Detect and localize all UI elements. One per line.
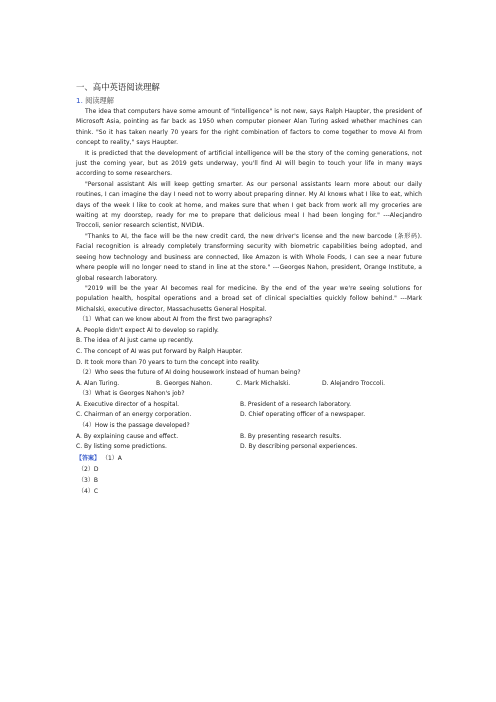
answer-2: （2）D xyxy=(78,465,99,473)
passage-paragraph: It is predicted that the development of artificial intelligence will be the story of the coming generations, not just the coming year, but as 2019 gets underway, you'll find AI will begin to touch your life in many ways according to some researchers. xyxy=(76,149,422,178)
q4-option-a: A. By explaining cause and effect. xyxy=(76,432,179,440)
q3-options-row-2 xyxy=(76,410,422,421)
q4-stem: （4）How is the passage developed? xyxy=(79,422,190,430)
q3-option-b: B. President of a research laboratory. xyxy=(240,400,352,408)
answer-label: 【答案】 xyxy=(76,454,101,462)
q3-option-a: A. Executive director of a hospital. xyxy=(76,400,180,408)
passage-paragraph: "2019 will be the year AI becomes real for medicine. By the end of the year we're seeing solutions for population health, hospital operations and a broad set of clinical specialties quickly follow behind." ---Mark Michalski, executive director, Massachusetts General Hospital. xyxy=(76,284,422,313)
q2-option-b: B. Georges Nahon. xyxy=(156,379,213,387)
q2-option-c: C. Mark Michalski. xyxy=(236,379,291,387)
answer-line xyxy=(76,453,422,464)
q1-option-b: B. The idea of AI just came up recently. xyxy=(76,337,194,345)
question-header xyxy=(76,95,422,106)
answer-4: （4）C xyxy=(78,487,99,495)
answer-1: （1）A xyxy=(101,454,122,462)
question-number: 1. xyxy=(76,96,83,105)
passage-paragraph: "Thanks to AI, the face will be the new credit card, the new driver's license and the new barcode (条形码). Facial recognition is already completely transforming security with biometric capabilities being adopted, and seeing how technology and business are connected, like Amazon is with Whole Foods, I can see a near future where people will no longer need to stand in line at the store." ---Georges Nahon, president, Orange Institute, a global research laboratory. xyxy=(76,232,422,282)
q2-option-a: A. Alan Turing. xyxy=(76,379,120,387)
content-area xyxy=(76,81,422,497)
q2-option-d: D. Alejandro Troccoli. xyxy=(322,379,386,387)
q4-option-b: B. By presenting research results. xyxy=(240,432,342,440)
q1-option-c: C. The concept of AI was put forward by Ralph Haupter. xyxy=(76,347,243,355)
q1-option-a: A. People didn't expect AI to develop so rapidly. xyxy=(76,326,219,334)
q2-options xyxy=(76,379,422,390)
q3-option-d: D. Chief operating officer of a newspaper. xyxy=(240,411,366,419)
q1-option-d: D. It took more than 70 years to turn the concept into reality. xyxy=(76,358,260,366)
section-heading: 一、高中英语阅读理解 xyxy=(76,82,160,92)
q4-options-row-2 xyxy=(76,442,422,453)
answer-3: （3）B xyxy=(78,476,98,484)
question-title: 阅读理解 xyxy=(85,96,114,105)
q3-option-c: C. Chairman of an energy corporation. xyxy=(76,411,192,419)
q3-options-row-1 xyxy=(76,400,422,411)
passage-paragraph: The idea that computers have some amount of "intelligence" is not new, says Ralph Haupter, the president of Microsoft Asia, pointing as far back as 1950 when computer pioneer Alan Turing asked whether machines can think. "So it has taken nearly 70 years for the right combination of factors to come together to move AI from concept to reality," says Haupter. xyxy=(76,108,422,147)
passage-paragraph: "Personal assistant AIs will keep getting smarter. As our personal assistants learn more about our daily routines, I can imagine the day I need not to worry about preparing dinner. My AI knows what I like to eat, which days of the week I like to cook at home, and makes sure that when I get back from work all my groceries are waiting at my doorstep, ready for me to prepare that delicious meal I had been longing for." ---Alecjandro Troccoli, senior research scientist, NVIDIA. xyxy=(76,180,422,230)
q4-option-c: C. By listing some predictions. xyxy=(76,443,167,451)
q4-options-row-1 xyxy=(76,432,422,443)
q3-stem: （3）What is Georges Nahon's job? xyxy=(79,390,185,398)
q2-stem: （2）Who sees the future of AI doing housework instead of human being? xyxy=(79,369,301,377)
q4-option-d: D. By describing personal experiences. xyxy=(240,443,358,451)
q1-stem: （1）What can we know about AI from the first two paragraphs? xyxy=(79,316,273,324)
